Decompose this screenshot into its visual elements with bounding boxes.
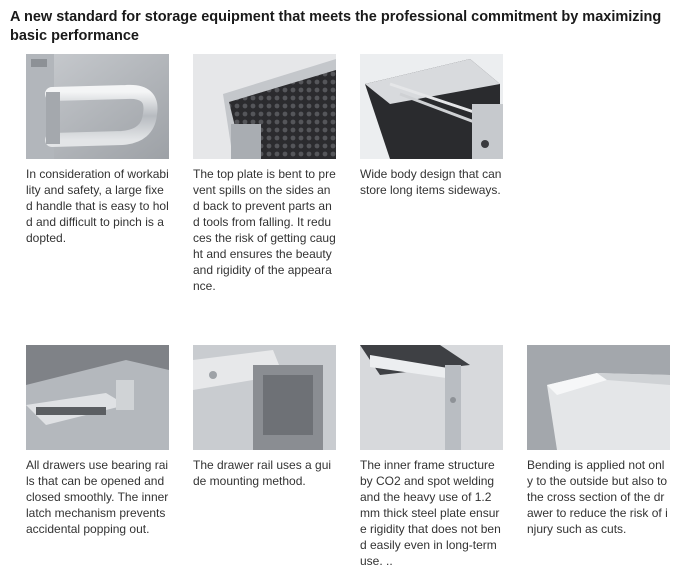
feature-card-inner-frame bbox=[360, 345, 503, 569]
feature-card-handle bbox=[26, 54, 169, 246]
feature-caption: In consideration of workability and safety, a large fixed handle that is easy to hold and difficult to pinch is adopted. bbox=[26, 167, 169, 245]
feature-caption: The top plate is bent to prevent spills on the sides and back to prevent parts and tools from falling. It reduces the risk of getting caught and ensures the beauty and rigidity of the appearance. bbox=[193, 167, 336, 293]
photo-bearing-rails bbox=[26, 345, 169, 450]
photo-fixed-handle bbox=[26, 54, 169, 159]
feature-card-bearing-rails bbox=[26, 345, 169, 537]
feature-card-top-plate bbox=[193, 54, 336, 294]
photo-inner-frame bbox=[360, 345, 503, 450]
feature-caption: Bending is applied not only to the outside but also to the cross section of the drawer to reduce the risk of injury such as cuts. bbox=[527, 458, 668, 536]
feature-card-wide-body bbox=[360, 54, 503, 198]
feature-card-bending bbox=[527, 345, 670, 537]
feature-caption: Wide body design that can store long items sideways. bbox=[360, 167, 502, 197]
feature-card-guide-mounting bbox=[193, 345, 336, 489]
photo-wide-body bbox=[360, 54, 503, 159]
feature-caption: All drawers use bearing rails that can be opened and closed smoothly. The inner latch mechanism prevents accidental popping out. bbox=[26, 458, 169, 536]
feature-caption: The drawer rail uses a guide mounting method. bbox=[193, 458, 332, 488]
photo-guide-mounting bbox=[193, 345, 336, 450]
photo-top-plate bbox=[193, 54, 336, 159]
feature-caption: The inner frame structure by CO2 and spot welding and the heavy use of 1.2 mm thick steel plate ensure rigidity that does not bend easily even in long-term use. .. bbox=[360, 458, 501, 568]
page-heading: A new standard for storage equipment that meets the professional commitment by maximizing basic performance bbox=[10, 9, 662, 44]
photo-bending bbox=[527, 345, 670, 450]
